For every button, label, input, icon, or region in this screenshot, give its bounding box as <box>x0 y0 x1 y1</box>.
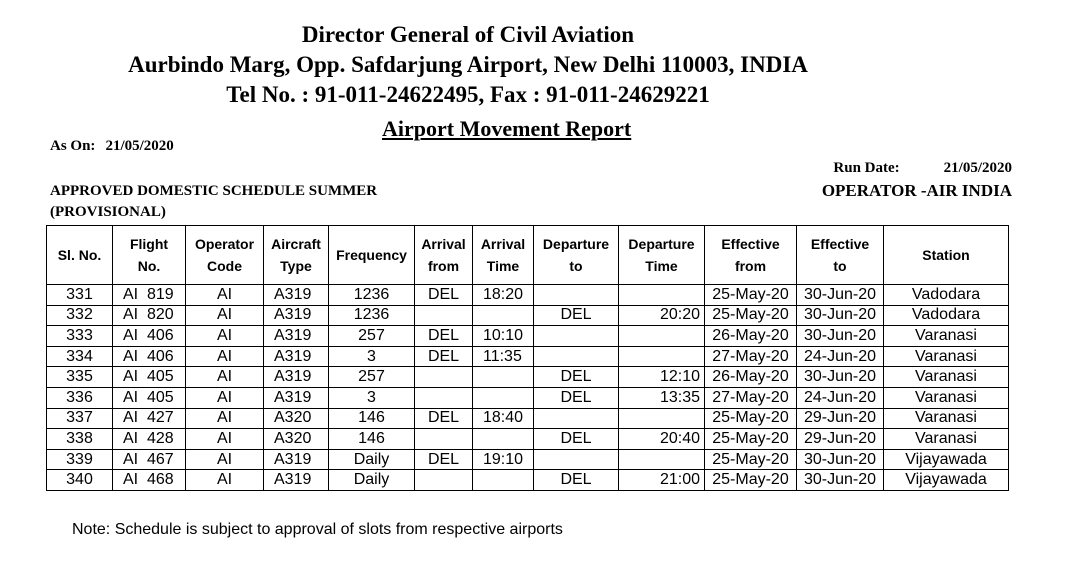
table-cell <box>534 326 619 347</box>
table-cell: A319 <box>264 449 329 470</box>
table-cell: 18:20 <box>473 285 534 306</box>
movement-table <box>46 225 1009 491</box>
table-cell <box>473 387 534 408</box>
table-cell: Varanasi <box>884 387 1009 408</box>
table-cell: 336 <box>47 387 113 408</box>
table-cell: A319 <box>264 305 329 326</box>
table-cell <box>473 470 534 491</box>
table-cell <box>619 449 705 470</box>
table-row <box>47 429 1009 450</box>
schedule-title <box>50 181 377 223</box>
table-cell <box>534 408 619 429</box>
table-cell: 29-Jun-20 <box>797 429 884 450</box>
table-row <box>47 305 1009 326</box>
table-cell: DEL <box>415 449 473 470</box>
table-cell: 30-Jun-20 <box>797 449 884 470</box>
table-cell: 333 <box>47 326 113 347</box>
table-cell: 30-Jun-20 <box>797 305 884 326</box>
table-cell: AI <box>186 387 264 408</box>
schedule-note: Note: Schedule is subject to approval of slots from respective airports <box>72 521 563 538</box>
column-header <box>797 226 884 285</box>
table-cell <box>415 367 473 388</box>
table-cell: 26-May-20 <box>705 367 797 388</box>
table-cell: 339 <box>47 449 113 470</box>
table-cell <box>619 285 705 306</box>
table-cell <box>415 305 473 326</box>
table-row <box>47 367 1009 388</box>
table-cell: AI 405 <box>113 367 186 388</box>
table-cell: DEL <box>534 367 619 388</box>
table-cell: 25-May-20 <box>705 470 797 491</box>
table-cell: 25-May-20 <box>705 408 797 429</box>
column-header-line: from <box>427 258 460 274</box>
table-cell: 257 <box>329 367 415 388</box>
table-cell: 21:00 <box>619 470 705 491</box>
column-header <box>884 226 1009 285</box>
table-cell <box>534 346 619 367</box>
table-header-row <box>47 226 1009 285</box>
column-header <box>113 226 186 285</box>
table-cell: Vijayawada <box>884 470 1009 491</box>
table-cell: 19:10 <box>473 449 534 470</box>
column-header-line: Arrival <box>480 236 526 252</box>
table-cell <box>415 429 473 450</box>
as-on-label: As On: <box>50 138 96 154</box>
table-cell <box>619 346 705 367</box>
column-header-line: Code <box>207 258 242 274</box>
table-cell: AI <box>186 429 264 450</box>
table-row <box>47 449 1009 470</box>
table-cell: 27-May-20 <box>705 387 797 408</box>
table-cell: AI <box>186 285 264 306</box>
schedule-title-line1: APPROVED DOMESTIC SCHEDULE SUMMER <box>50 183 378 199</box>
table-cell: Varanasi <box>884 408 1009 429</box>
table-cell: DEL <box>534 305 619 326</box>
run-date-label: Run Date: <box>833 160 900 176</box>
table-cell: AI 468 <box>113 470 186 491</box>
table-cell: 12:10 <box>619 367 705 388</box>
table-cell <box>619 326 705 347</box>
table-cell: A319 <box>264 470 329 491</box>
schedule-title-line2: (PROVISIONAL) <box>50 204 166 220</box>
column-header-line: Type <box>280 258 312 274</box>
table-cell: A319 <box>264 387 329 408</box>
column-header <box>534 226 619 285</box>
table-cell: AI 467 <box>113 449 186 470</box>
table-cell: DEL <box>415 326 473 347</box>
column-header-line: Departure <box>542 236 610 252</box>
table-cell: A319 <box>264 326 329 347</box>
table-cell: AI <box>186 326 264 347</box>
table-cell: 20:20 <box>619 305 705 326</box>
table-row <box>47 387 1009 408</box>
table-cell: 13:35 <box>619 387 705 408</box>
table-cell: DEL <box>415 285 473 306</box>
table-cell <box>473 429 534 450</box>
table-cell: 1236 <box>329 285 415 306</box>
column-header-line: Sl. No. <box>57 247 102 263</box>
column-header <box>264 226 329 285</box>
table-cell: 1236 <box>329 305 415 326</box>
table-cell: 29-Jun-20 <box>797 408 884 429</box>
table-cell: 30-Jun-20 <box>797 285 884 306</box>
table-cell: A319 <box>264 367 329 388</box>
table-cell: Varanasi <box>884 367 1009 388</box>
column-header-line: Operator <box>194 236 255 252</box>
operator-name: OPERATOR -AIR INDIA <box>821 181 1012 200</box>
table-cell: AI <box>186 367 264 388</box>
table-cell: 25-May-20 <box>705 449 797 470</box>
table-cell: Vijayawada <box>884 449 1009 470</box>
table-cell: 18:40 <box>473 408 534 429</box>
table-cell: Daily <box>329 449 415 470</box>
table-row <box>47 326 1009 347</box>
table-cell: 340 <box>47 470 113 491</box>
table-cell: AI <box>186 470 264 491</box>
table-row <box>47 285 1009 306</box>
column-header-line: Time <box>645 258 678 274</box>
column-header-line: Aircraft <box>271 236 321 252</box>
table-body <box>47 285 1009 491</box>
table-cell: AI 405 <box>113 387 186 408</box>
column-header-line: Station <box>922 247 970 263</box>
column-header <box>619 226 705 285</box>
table-cell: 331 <box>47 285 113 306</box>
column-header <box>473 226 534 285</box>
table-cell <box>473 305 534 326</box>
table-cell: 25-May-20 <box>705 285 797 306</box>
run-date-value: 21/05/2020 <box>943 160 1012 176</box>
table-cell: 337 <box>47 408 113 429</box>
column-header-line: No. <box>137 258 161 274</box>
table-cell <box>619 408 705 429</box>
column-header-line: Frequency <box>336 247 407 263</box>
table-row <box>47 470 1009 491</box>
table-cell: 24-Jun-20 <box>797 387 884 408</box>
table-cell: AI 427 <box>113 408 186 429</box>
as-on-date <box>50 138 174 155</box>
column-header <box>329 226 415 285</box>
table-cell <box>415 387 473 408</box>
run-date <box>833 160 1012 177</box>
table-cell: Vadodara <box>884 305 1009 326</box>
table-cell: AI <box>186 305 264 326</box>
table-cell <box>473 367 534 388</box>
table-cell <box>415 470 473 491</box>
table-cell: 10:10 <box>473 326 534 347</box>
table-cell: Varanasi <box>884 346 1009 367</box>
table-cell: AI 428 <box>113 429 186 450</box>
table-cell: Varanasi <box>884 429 1009 450</box>
table-cell: Vadodara <box>884 285 1009 306</box>
table-cell: DEL <box>534 470 619 491</box>
table-row <box>47 408 1009 429</box>
table-cell: AI <box>186 449 264 470</box>
table-cell: A320 <box>264 429 329 450</box>
table-cell: AI 406 <box>113 346 186 367</box>
table-cell: 334 <box>47 346 113 367</box>
table-cell: 146 <box>329 408 415 429</box>
table-cell: 27-May-20 <box>705 346 797 367</box>
column-header-line: Time <box>486 258 520 274</box>
table-cell: 30-Jun-20 <box>797 367 884 388</box>
column-header <box>186 226 264 285</box>
table-cell: A320 <box>264 408 329 429</box>
table-cell: 332 <box>47 305 113 326</box>
table-cell: 3 <box>329 346 415 367</box>
column-header-line: to <box>833 258 847 274</box>
table-cell: DEL <box>534 387 619 408</box>
table-cell: AI 406 <box>113 326 186 347</box>
table-cell: 26-May-20 <box>705 326 797 347</box>
table-cell: A319 <box>264 346 329 367</box>
table-cell: 335 <box>47 367 113 388</box>
table-cell: AI <box>186 408 264 429</box>
column-header-line: Flight <box>129 236 169 252</box>
column-header-line: Arrival <box>421 236 466 252</box>
table-cell: Varanasi <box>884 326 1009 347</box>
table-cell: 24-Jun-20 <box>797 346 884 367</box>
column-header-line: Departure <box>628 236 695 252</box>
table-cell: 25-May-20 <box>705 305 797 326</box>
column-header-line: from <box>734 258 767 274</box>
table-cell <box>534 449 619 470</box>
column-header-line: to <box>569 258 583 274</box>
table-row <box>47 346 1009 367</box>
table-cell: A319 <box>264 285 329 306</box>
report-title: Airport Movement Report <box>382 116 632 141</box>
org-contact: Tel No. : 91-011-24622495, Fax : 91-011-24629221 <box>226 82 710 107</box>
table-cell: 11:35 <box>473 346 534 367</box>
table-cell: AI 819 <box>113 285 186 306</box>
table-cell: DEL <box>534 429 619 450</box>
table-cell: DEL <box>415 408 473 429</box>
column-header-line: Effective <box>810 236 870 252</box>
as-on-value: 21/05/2020 <box>105 138 174 154</box>
column-header <box>705 226 797 285</box>
table-cell: 257 <box>329 326 415 347</box>
table-cell: 25-May-20 <box>705 429 797 450</box>
table-cell: DEL <box>415 346 473 367</box>
table-cell: 338 <box>47 429 113 450</box>
table-cell: Daily <box>329 470 415 491</box>
table-cell <box>534 285 619 306</box>
column-header <box>415 226 473 285</box>
table-cell: 30-Jun-20 <box>797 470 884 491</box>
org-name: Director General of Civil Aviation <box>301 22 635 47</box>
column-header <box>47 226 113 285</box>
table-cell: AI 820 <box>113 305 186 326</box>
table-cell: 30-Jun-20 <box>797 326 884 347</box>
column-header-line: Effective <box>721 236 780 252</box>
table-cell: 20:40 <box>619 429 705 450</box>
table-cell: AI <box>186 346 264 367</box>
org-address: Aurbindo Marg, Opp. Safdarjung Airport, New Delhi 110003, INDIA <box>128 52 808 77</box>
table-cell: 146 <box>329 429 415 450</box>
table-cell: 3 <box>329 387 415 408</box>
